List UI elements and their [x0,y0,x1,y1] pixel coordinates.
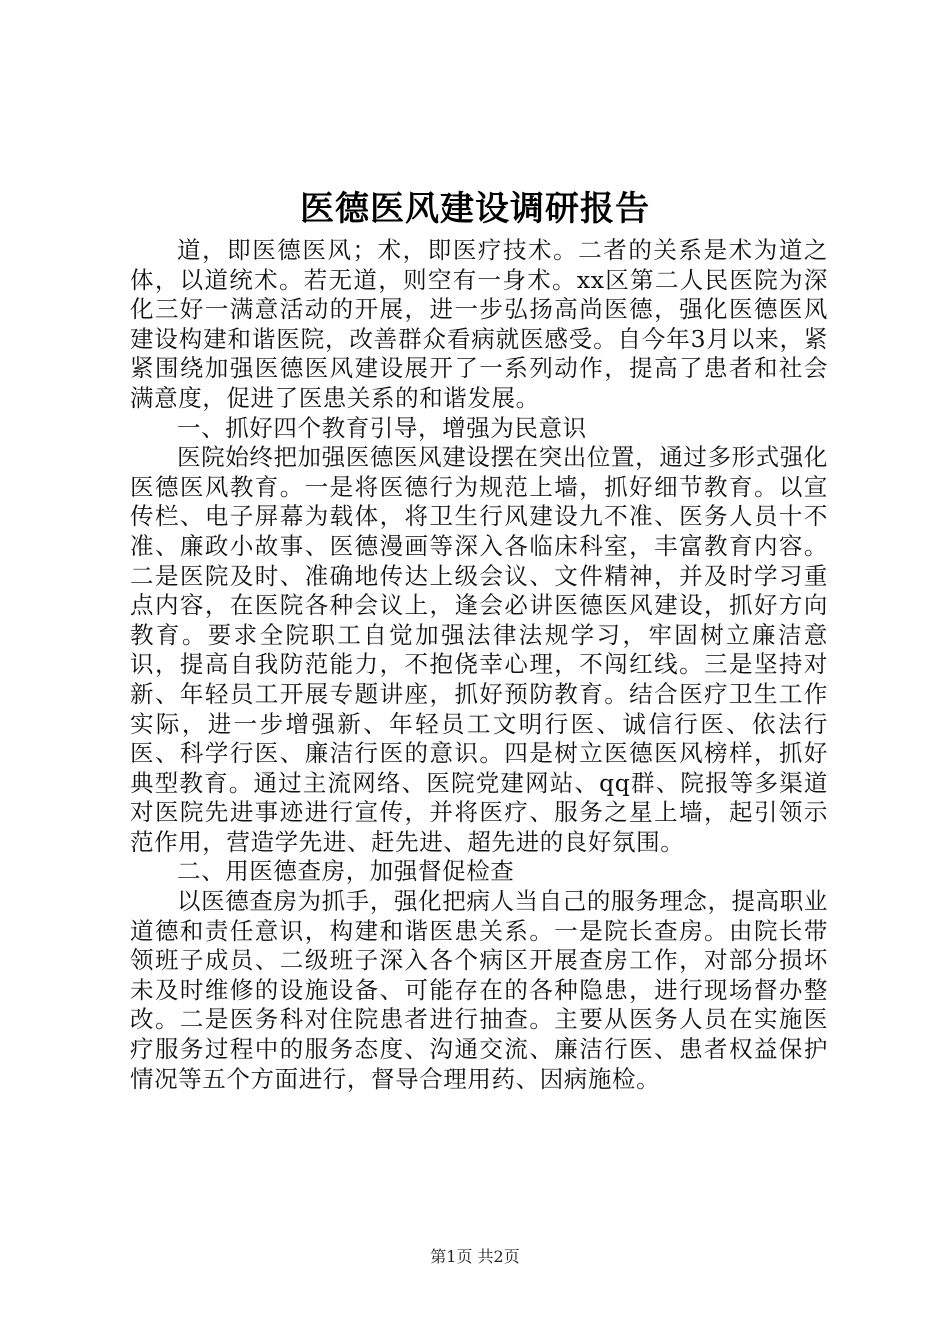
page-number-footer: 第1页 共2页 [430,1247,520,1266]
section-heading-1: 一、抓好四个教育引导，增强为民意识 [177,413,587,442]
section-2-paragraph: 以医德查房为抓手，强化把病人当自己的服务理念，提高职业道德和责任意识，构建和谐医患关系。一是院长查房。由院长带领班子成员、二级班子深入各个病区开展查房工作，对部分损坏未及时维修的设施设备、可能存在的各种隐患，进行现场督办整改。二是医务科对住院患者进行抽查。主要从医务人员在实施医疗服务过程中的服务态度、沟通交流、廉洁行医、患者权益保护情况等五个方面进行，督导合理用药、因病施检。 [130,887,828,1093]
document-title: 医德医风建设调研报告 [300,189,650,229]
section-heading-2: 二、用医德查房，加强督促检查 [177,857,515,886]
section-1-paragraph: 医院始终把加强医德医风建设摆在突出位置，通过多形式强化医德医风教育。一是将医德行为规范上墙，抓好细节教育。以宣传栏、电子屏幕为载体，将卫生行风建设九不准、医务人员十不准、廉政小故事、医德漫画等深入各临床科室，丰富教育内容。二是医院及时、准确地传达上级会议、文件精神，并及时学习重点内容，在医院各种会议上，逢会必讲医德医风建设，抓好方向教育。要求全院职工自觉加强法律法规学习，牢固树立廉洁意识，提高自我防范能力，不抱侥幸心理，不闯红线。三是坚持对新、年轻员工开展专题讲座，抓好预防教育。结合医疗卫生工作实际，进一步增强新、年轻员工文明行医、诚信行医、依法行医、科学行医、廉洁行医的意识。四是树立医德医风榜样，抓好典型教育。通过主流网络、医院党建网站、qq群、院报等多渠道对医院先进事迹进行宣传，并将医疗、服务之星上墙，起引领示范作用，营造学先进、赶先进、超先进的良好氛围。 [130,443,828,856]
document-body [130,236,828,1094]
intro-paragraph: 道，即医德医风；术，即医疗技术。二者的关系是术为道之体，以道统术。若无道，则空有一身术。xx区第二人民医院为深化三好一满意活动的开展，进一步弘扬高尚医德，强化医德医风建设构建和谐医院，改善群众看病就医感受。自今年3月以来，紧紧围绕加强医德医风建设展开了一系列动作，提高了患者和社会满意度，促进了医患关系的和谐发展。 [130,236,828,412]
